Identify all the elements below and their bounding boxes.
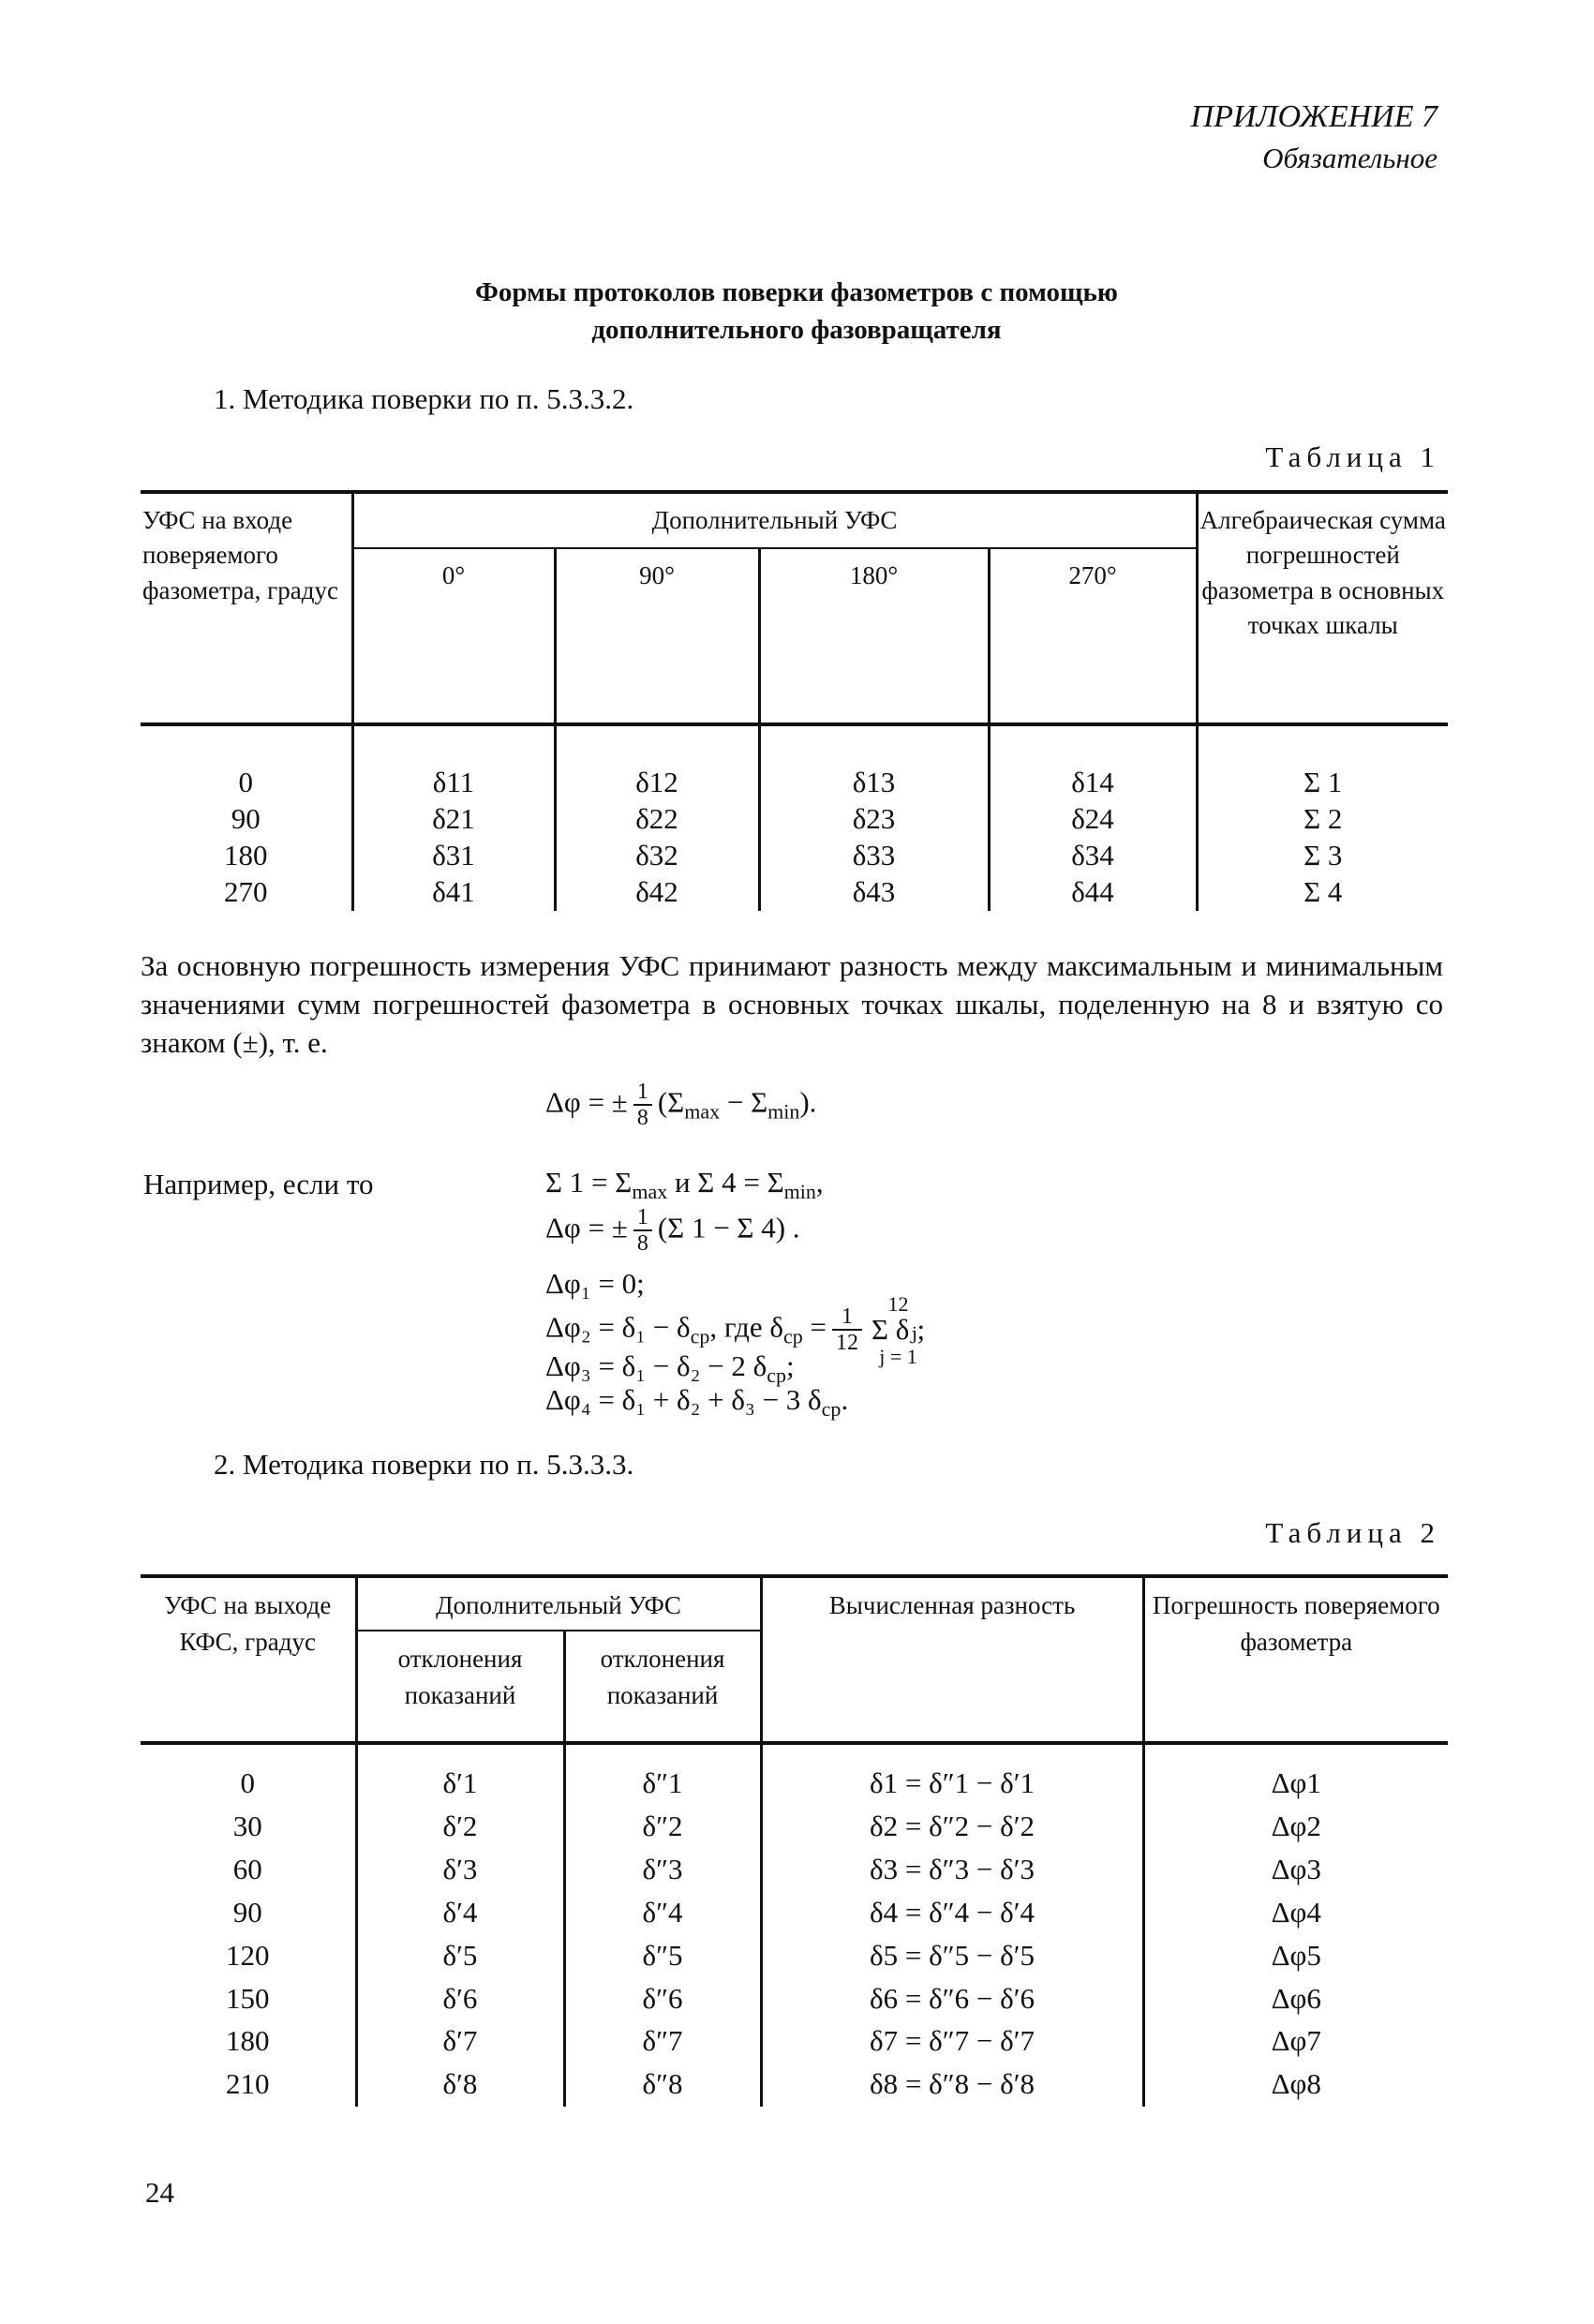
table2-cell: 210: [226, 2067, 270, 2101]
table2: [141, 1574, 1448, 2107]
table2-cell: δ″4: [642, 1895, 683, 1929]
table2-cell: δ″8: [642, 2067, 683, 2101]
table2-diff-column: [761, 1743, 1143, 2107]
subscript: min: [767, 1099, 800, 1124]
appendix-title: ПРИЛОЖЕНИЕ 7: [1190, 99, 1438, 134]
formula-text: , где δ: [709, 1310, 783, 1344]
formula-text: =: [802, 1310, 827, 1344]
table2-cell: δ′8: [442, 2067, 478, 2101]
table1-cell: δ11: [432, 766, 475, 799]
table2-cell: δ″2: [642, 1810, 683, 1843]
table2-cell: δ2 = δ″2 − δ′2: [870, 1810, 1035, 1843]
table1-cell: δ33: [852, 839, 896, 872]
table2-cell: δ″1: [642, 1766, 683, 1800]
table2-cell: δ′5: [442, 1938, 478, 1972]
table2-cell: Δφ2: [1271, 1810, 1321, 1843]
table1-cell: 90: [231, 802, 261, 836]
table2-cell: δ′4: [442, 1895, 478, 1929]
body-paragraph: За основную погрешность измерения УФС принимают разность между максимальным и минимальным значениями сумм погрешностей фазометра в основных точках шкалы, поделенную на 8 и взятую со знаком (±), т. е.: [141, 949, 1443, 1060]
table2-cell: δ4 = δ″4 − δ′4: [870, 1895, 1035, 1929]
section2-heading: 2. Методика поверки по п. 5.3.3.3.: [214, 1448, 634, 1481]
subscript: ср: [690, 1324, 710, 1348]
subscript: min: [783, 1180, 816, 1204]
table1-cell: δ43: [852, 875, 896, 909]
table2-cell: Δφ3: [1271, 1852, 1321, 1885]
table1-sum-column: [1197, 724, 1448, 911]
formula-phi3: [545, 1349, 795, 1388]
formula-main: [545, 1080, 816, 1131]
table2-cell: δ3 = δ″3 − δ′3: [870, 1852, 1035, 1885]
table1-header-input: УФС на входе поверяемого фазометра, градус: [141, 492, 352, 724]
table2-output-column: [141, 1743, 356, 2107]
formula-text: Δφ₂ = δ₁ − δ: [545, 1310, 691, 1344]
subscript: ср: [767, 1363, 787, 1388]
fraction-numerator: 1: [633, 1080, 652, 1106]
formula-text: − Σ: [720, 1085, 768, 1119]
table2-cell: Δφ5: [1271, 1938, 1321, 1972]
table2-cell: Δφ7: [1271, 2024, 1321, 2058]
sum-upper-limit: 12: [887, 1292, 909, 1316]
table2-dev1-column: [356, 1743, 564, 2107]
table2-cell: Δφ6: [1271, 1981, 1321, 2015]
document-title-line1: Формы протоколов поверки фазометров с помощью: [475, 277, 1118, 307]
table1-header-sum: Алгебраическая сумма погрешностей фазометра в основных точках шкалы: [1197, 492, 1448, 724]
formula-text: ;: [786, 1349, 795, 1382]
table2-cell: δ′3: [442, 1852, 478, 1885]
formula-phi1: Δφ₁ = 0;: [545, 1267, 645, 1300]
formula-condition: [545, 1166, 824, 1204]
table2-cell: δ6 = δ″6 − δ′6: [870, 1981, 1035, 2015]
section1-heading: 1. Методика поверки по п. 5.3.3.2.: [214, 382, 634, 415]
formula-text: .: [841, 1383, 849, 1416]
table1-cell: 180: [224, 839, 268, 872]
formula-text: Δφ₃ = δ₁ − δ₂ − 2 δ: [545, 1349, 767, 1382]
fraction-numerator: 1: [633, 1205, 652, 1231]
fraction: [633, 1080, 652, 1131]
table2-cell: δ5 = δ″5 − δ′5: [870, 1938, 1035, 1972]
table2-cell: δ″7: [642, 2024, 683, 2058]
table2-cell: δ′2: [442, 1810, 478, 1843]
table1-header-angle: 90°: [555, 548, 759, 724]
table1-cell: δ34: [1071, 839, 1114, 872]
page-number: 24: [145, 2176, 174, 2209]
subscript: max: [632, 1180, 668, 1204]
table1-cell: δ24: [1071, 802, 1114, 836]
table2-cell: 60: [232, 1852, 262, 1885]
sum-body: Σ δⱼ;: [871, 1313, 926, 1347]
table2-error-column: [1143, 1743, 1448, 2107]
table1-input-column: [141, 724, 352, 911]
table1-label: Таблица 1: [1265, 440, 1440, 473]
table2-cell: δ8 = δ″8 − δ′8: [870, 2067, 1035, 2101]
table2-cell: Δφ1: [1271, 1766, 1321, 1800]
table2-cell: 150: [226, 1981, 270, 2015]
table2-header-output: УФС на выходе КФС, градус: [141, 1576, 356, 1743]
document-title: [356, 274, 1237, 349]
table1-cell: δ22: [635, 802, 678, 836]
table1-cell: δ42: [635, 875, 678, 909]
table2-header-group: Дополнительный УФС: [356, 1576, 761, 1631]
formula-text: Δφ = ±: [545, 1085, 628, 1119]
fraction-denominator: 12: [835, 1331, 858, 1356]
table1-cell: Σ 1: [1304, 766, 1343, 799]
table2-cell: δ′7: [442, 2024, 478, 2058]
subscript: ср: [821, 1397, 842, 1422]
table1-cell: Σ 3: [1304, 839, 1343, 872]
table2-cell: Δφ4: [1271, 1895, 1321, 1929]
fraction-numerator: 1: [832, 1304, 862, 1331]
table2-cell: δ″5: [642, 1938, 683, 1972]
table2-cell: 180: [226, 2024, 270, 2058]
appendix-status: Обязательное: [1262, 141, 1438, 174]
table2-dev2-column: [564, 1743, 761, 2107]
table2-header-dev1: отклонения показаний: [356, 1631, 564, 1743]
fraction: [832, 1304, 862, 1356]
sum-lower-limit: j = 1: [879, 1344, 917, 1368]
table1-delta-column: [555, 724, 759, 911]
table1-cell: δ23: [852, 802, 896, 836]
table1-delta-column: [989, 724, 1197, 911]
formula-text: ).: [799, 1085, 817, 1119]
table1-cell: 0: [238, 766, 253, 799]
table2-cell: δ′6: [442, 1981, 478, 2015]
table1: [141, 490, 1448, 911]
table2-header-diff: Вычисленная разность: [761, 1576, 1143, 1743]
table2-label: Таблица 2: [1265, 1516, 1440, 1549]
fraction-denominator: 8: [636, 1231, 648, 1257]
table1-cell: δ32: [635, 839, 678, 872]
table1-cell: δ41: [432, 875, 475, 909]
formula-text: (Σ: [657, 1085, 685, 1119]
table1-delta-column: [759, 724, 989, 911]
formula-phi: [545, 1205, 800, 1257]
formula-text: (Σ 1 − Σ 4) .: [657, 1211, 800, 1244]
table1-cell: δ14: [1071, 766, 1114, 799]
table2-cell: δ1 = δ″1 − δ′1: [870, 1766, 1035, 1800]
table1-cell: δ12: [635, 766, 678, 799]
subscript: ср: [782, 1324, 803, 1348]
table1-header-angle: 180°: [759, 548, 989, 724]
table1-header-angle: 0°: [352, 548, 555, 724]
table2-cell: δ″3: [642, 1852, 683, 1885]
table2-cell: δ′1: [442, 1766, 478, 1800]
table1-cell: 270: [224, 875, 268, 909]
appendix-header: [1191, 96, 1438, 178]
formula-text: Σ 1 = Σ: [545, 1166, 633, 1199]
table2-cell: δ7 = δ″7 − δ′7: [870, 2024, 1035, 2058]
fraction: [633, 1205, 652, 1257]
subscript: max: [684, 1099, 721, 1124]
fraction-denominator: 8: [636, 1106, 648, 1131]
table2-header-error: Погрешность поверяемого фазометра: [1143, 1576, 1448, 1743]
table2-cell: 0: [240, 1766, 255, 1800]
table1-cell: δ44: [1071, 875, 1114, 909]
document-title-line2: дополнительного фазовращателя: [591, 315, 1002, 346]
table2-cell: δ″6: [642, 1981, 683, 2015]
table2-cell: 90: [232, 1895, 262, 1929]
formula-phi4: [545, 1383, 848, 1422]
table2-cell: 30: [232, 1810, 262, 1843]
table1-header-group: Дополнительный УФС: [352, 492, 1197, 548]
example-label: Например, если то: [143, 1168, 374, 1200]
formula-text: Δφ = ±: [545, 1211, 628, 1244]
table1-cell: Σ 2: [1304, 802, 1343, 836]
table1-header-angle: 270°: [989, 548, 1197, 724]
table2-cell: Δφ8: [1271, 2067, 1321, 2101]
table1-delta-column: [352, 724, 555, 911]
table2-header-dev2: отклонения показаний: [564, 1631, 761, 1743]
table1-cell: δ13: [852, 766, 896, 799]
table1-cell: Σ 4: [1304, 875, 1343, 909]
sum-operator: [871, 1293, 925, 1367]
table1-cell: δ31: [432, 839, 475, 872]
table2-cell: 120: [226, 1938, 270, 1972]
formula-text: ,: [815, 1166, 824, 1199]
formula-text: Δφ₄ = δ₁ + δ₂ + δ₃ − 3 δ: [545, 1383, 822, 1416]
table1-cell: δ21: [432, 802, 475, 836]
formula-text: и Σ 4 = Σ: [667, 1166, 784, 1199]
